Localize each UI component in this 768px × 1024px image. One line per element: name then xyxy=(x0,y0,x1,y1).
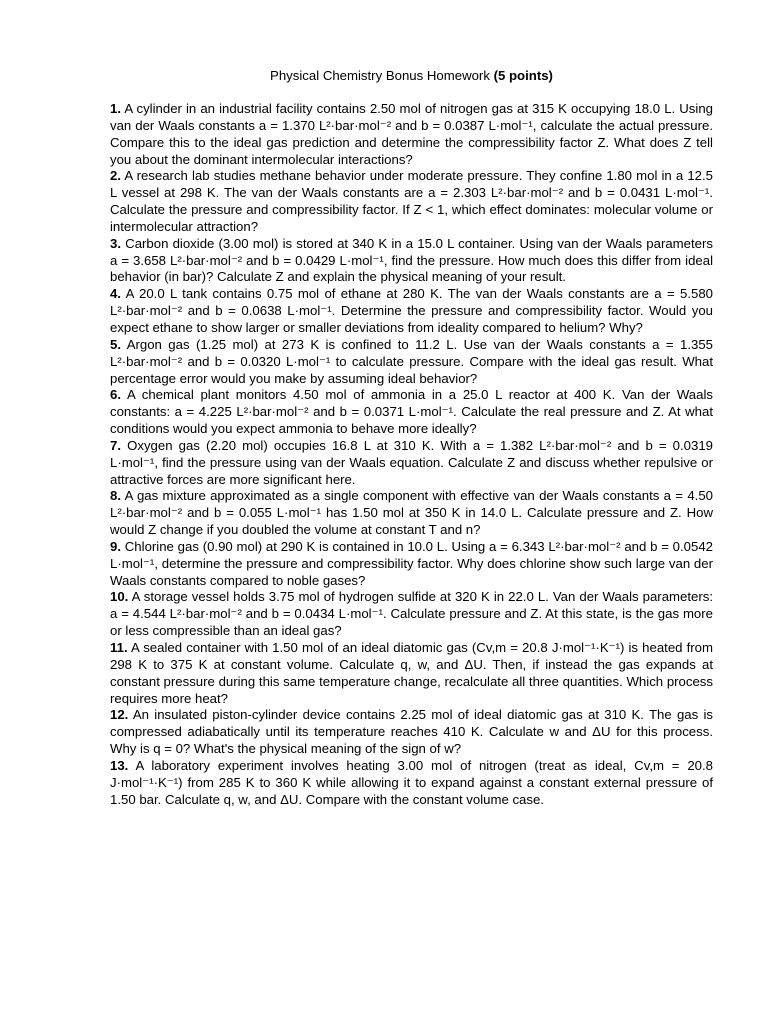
title-points: (5 points) xyxy=(493,68,553,83)
question-item-8 xyxy=(110,488,713,539)
question-item-1 xyxy=(110,101,713,168)
question-text: A chemical plant monitors 4.50 mol of ammonia in a 25.0 L reactor at 400 K. Van der Waals constants: a = 4.225 L²·bar·mol⁻² and b = 0.0371 L·mol⁻¹. Calculate the real pressure and Z. At what conditions would you expect ammonia to behave more ideally? xyxy=(110,387,714,437)
question-text: A storage vessel holds 3.75 mol of hydrogen sulfide at 320 K in 22.0 L. Van der Waals parameters: a = 4.544 L²·bar·mol⁻² and b = 0.0434 L·mol⁻¹. Calculate pressure and Z. At this state, is the gas more or less compressible than an ideal gas? xyxy=(110,589,714,639)
question-text: Chlorine gas (0.90 mol) at 290 K is contained in 10.0 L. Using a = 6.343 L²·bar·mol⁻² and b = 0.0542 L·mol⁻¹, determine the pressure and compressibility factor. Why does chlorine show such large van der Waals constants compared to noble gases? xyxy=(110,538,713,588)
question-number: 5. xyxy=(110,336,121,352)
question-list xyxy=(110,101,713,808)
question-number: 2. xyxy=(110,168,121,184)
question-item-13 xyxy=(110,758,713,809)
question-text: Carbon dioxide (3.00 mol) is stored at 340 K in a 15.0 L container. Using van der Waals parameters a = 3.658 L²·bar·mol⁻² and b = 0.0429 L·mol⁻¹, find the pressure. How much does this differ from ideal behavior (in bar)? Calculate Z and explain the physical meaning of your result. xyxy=(110,235,713,285)
question-number: 9. xyxy=(110,538,121,554)
question-item-10 xyxy=(110,589,713,640)
question-number: 13. xyxy=(110,757,129,773)
question-number: 8. xyxy=(110,488,121,504)
question-number: 6. xyxy=(110,387,121,403)
question-number: 12. xyxy=(110,707,129,723)
question-text: Oxygen gas (2.20 mol) occupies 16.8 L at 310 K. With a = 1.382 L²·bar·mol⁻² and b = 0.0319 L·mol⁻¹, find the pressure using van der Waals equation. Calculate Z and discuss whether repulsive or attractive forces are more significant here. xyxy=(110,437,713,487)
question-text: A cylinder in an industrial facility contains 2.50 mol of nitrogen gas at 315 K occupying 18.0 L. Using van der Waals constants a = 1.370 L²·bar·mol⁻² and b = 0.0387 L·mol⁻¹, calculate the actual pressure. Compare this to the ideal gas prediction and determine the compressibility factor Z. What does Z tell you about the dominant intermolecular interactions? xyxy=(110,101,713,167)
question-text: A gas mixture approximated as a single component with effective van der Waals constants a = 4.50 L²·bar·mol⁻² and b = 0.055 L·mol⁻¹ has 1.50 mol at 350 K in 14.0 L. Calculate pressure and Z. How would Z change if you doubled the volume at constant T and n? xyxy=(110,488,713,538)
question-text: Argon gas (1.25 mol) at 273 K is confined to 11.2 L. Use van der Waals constants a = 1.355 L²·bar·mol⁻² and b = 0.0320 L·mol⁻¹ to calculate pressure. Compare with the ideal gas result. What percentage error would you make by assuming ideal behavior? xyxy=(110,336,713,386)
question-item-3 xyxy=(110,236,713,287)
question-item-5 xyxy=(110,337,713,388)
question-item-12 xyxy=(110,707,713,758)
question-number: 7. xyxy=(110,437,121,453)
question-text: A 20.0 L tank contains 0.75 mol of ethane at 280 K. The van der Waals constants are a = 5.580 L²·bar·mol⁻² and b = 0.0638 L·mol⁻¹. Determine the pressure and compressibility factor. Would you expect ethane to show larger or smaller deviations from ideality compared to helium? Why? xyxy=(110,286,713,335)
question-number: 1. xyxy=(110,101,121,116)
question-number: 4. xyxy=(110,286,121,302)
question-item-11 xyxy=(110,640,713,707)
question-item-6 xyxy=(110,387,713,438)
question-item-9 xyxy=(110,539,713,590)
question-text: An insulated piston-cylinder device contains 2.25 mol of ideal diatomic gas at 310 K. The gas is compressed adiabatically until its temperature reaches 410 K. Calculate w and ΔU for this process. Why is q = 0? What's the physical meaning of the sign of w? xyxy=(110,707,713,757)
title-text: Physical Chemistry Bonus Homework xyxy=(270,68,490,83)
question-text: A sealed container with 1.50 mol of an ideal diatomic gas (Cv,m = 20.8 J·mol⁻¹·K⁻¹) is heated from 298 K to 375 K at constant volume. Calculate q, w, and ΔU. Then, if instead the gas expands at constant pressure during this same temperature change, recalculate all three quantities. Which process requires more heat? xyxy=(110,640,713,706)
question-item-7 xyxy=(110,438,713,489)
question-text: A laboratory experiment involves heating 3.00 mol of nitrogen (treat as ideal, Cv,m = 20.8 J·mol⁻¹·K⁻¹) from 285 K to 360 K while allowing it to expand against a constant external pressure of 1.50 bar. Calculate q, w, and ΔU. Compare with the constant volume case. xyxy=(110,757,714,807)
question-number: 3. xyxy=(110,235,121,251)
question-number: 11. xyxy=(110,640,128,655)
question-item-4 xyxy=(110,286,713,337)
question-item-2 xyxy=(110,168,713,235)
question-number: 10. xyxy=(110,589,129,605)
page-title xyxy=(110,67,713,84)
document-page xyxy=(110,67,713,808)
question-text: A research lab studies methane behavior under moderate pressure. They confine 1.80 mol in a 12.5 L vessel at 298 K. The van der Waals constants are a = 2.303 L²·bar·mol⁻² and b = 0.0431 L·mol⁻¹. Calculate the pressure and compressibility factor. If Z < 1, which effect dominates: molecular volume or intermolecular attraction? xyxy=(110,168,713,234)
